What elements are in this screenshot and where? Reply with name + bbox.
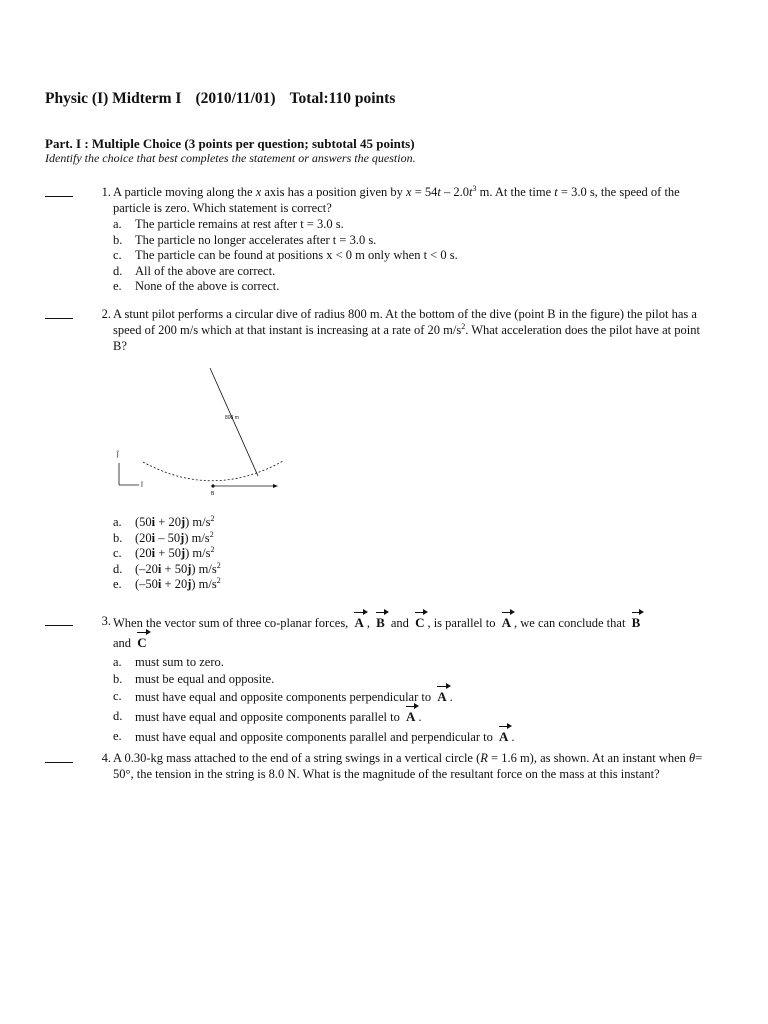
question-text [113,306,703,354]
vector-a: A [351,613,366,632]
text-segment: = 3.0 s, the speed of the particle is zero. Which statement is correct? [113,185,680,215]
text-segment: . [449,690,453,704]
choice-c[interactable] [113,687,703,707]
choice-text: must have equal and opposite components parallel to [135,710,403,724]
choice-letter: a. [113,515,122,529]
vector-a: A [403,707,418,726]
text-segment: m. At the time [476,185,555,199]
point-b-label: B [211,491,215,497]
text-segment: = 50°, the tension in the string is 8.0 N. What is the magnitude of the resultant force on the mass at this instant? [113,751,703,781]
vector-c: C [134,633,149,652]
text-segment: (20 [135,546,152,561]
choice-letter: c. [113,546,122,561]
question-text [113,184,703,294]
i-axis-label: î [141,482,143,489]
unit-j: j [180,530,185,545]
exam-title [45,90,395,108]
question-number: 4. [101,751,111,765]
var-t: t [554,185,558,199]
text-segment: A 0.30-kg mass attached to the end of a string swings in a vertical circle ( [113,751,481,765]
text-segment: ) m/s [184,530,210,545]
text-segment: , is parallel to [427,616,499,630]
choice-text: must sum to zero. [135,655,224,669]
text-segment: = 1.6 m), as shown. At an instant when [487,751,690,765]
choice-letter: b. [113,530,123,545]
choice-letter: d. [113,709,123,723]
choice-a[interactable] [113,653,703,670]
choice-letter: c. [113,689,122,703]
choice-list [113,653,703,747]
question-number: 3. [101,614,111,628]
text-segment: – 50 [155,530,181,545]
unit-j: j [180,515,186,529]
choice-b[interactable] [113,232,703,248]
text-segment: + 20 [155,515,181,529]
text-segment: and [113,636,135,650]
vector-a: A [496,727,511,746]
radius-label: 800 m [225,415,239,421]
choice-b[interactable] [113,530,703,546]
text-segment: . What acceleration does the pilot have at point B? [113,323,700,353]
point-b [211,484,214,487]
unit-i: i [151,546,156,561]
text-segment: A particle moving along the [113,185,256,199]
text-segment: + 50 [161,561,188,576]
title-total: Total:110 points [289,90,396,107]
choice-text: The particle no longer accelerates after t = 3.0 s. [135,232,377,247]
velocity-arrowhead [273,484,278,488]
choice-text: The particle remains at rest after t = 3.0 s. [135,217,344,231]
superscript: 2 [209,529,214,539]
text-segment: ) m/s [191,577,217,592]
dive-arc [143,461,283,481]
part-heading: Part. I : Multiple Choice (3 points per question; subtotal 45 points) [45,136,415,151]
answer-blank[interactable] [45,306,73,319]
text-segment: ) m/s [185,515,211,529]
vector-a: A [434,687,449,706]
superscript: 2 [210,545,215,555]
choice-a[interactable] [113,216,703,232]
answer-blank[interactable] [45,750,73,763]
answer-blank[interactable] [45,613,73,626]
superscript: 2 [216,560,221,570]
dive-figure [113,365,288,500]
choice-text: The particle can be found at positions x < 0 m only when t < 0 s. [135,248,458,263]
choice-letter: b. [113,232,123,247]
text-segment: – 2.0 [440,185,470,199]
choice-letter: d. [113,263,123,278]
radius-line [210,368,258,476]
choice-b[interactable] [113,670,703,687]
choice-letter: c. [113,248,122,263]
choice-text: must have equal and opposite components parallel and perpendicular to [135,730,496,744]
choice-container [113,514,703,592]
choice-list [113,514,703,592]
j-axis-label: ĵ [117,451,119,458]
question-text [113,613,703,747]
vector-b: B [629,613,644,632]
choice-letter: e. [113,279,122,294]
question-number: 2. [101,307,111,321]
unit-j: j [180,546,186,561]
choice-letter: a. [113,655,122,669]
superscript: 2 [461,321,466,331]
choice-c[interactable] [113,545,703,561]
answer-blank[interactable] [45,184,73,197]
text-segment: . [511,730,515,744]
superscript: 2 [210,513,215,523]
var-r: R [480,751,488,765]
choice-letter: a. [113,217,122,231]
text-segment: (50 [135,515,152,529]
unit-i: i [157,577,162,592]
text-segment: = 54 [411,185,438,199]
choice-letter: e. [113,729,122,743]
text-segment: When the vector sum of three co-planar forces, [113,616,352,630]
text-segment: axis has a position given by [261,185,407,199]
unit-j: j [187,577,192,592]
text-segment: ) m/s [191,561,217,576]
choice-e[interactable] [113,278,703,294]
var-theta: θ [689,751,696,765]
title-course: Physic (I) Midterm I [45,90,182,107]
choice-letter: b. [113,672,123,686]
choice-d[interactable] [113,707,703,727]
text-segment: + 20 [161,577,188,592]
text-segment: ) m/s [185,546,211,561]
vector-c: C [412,613,427,632]
question-number: 1. [101,185,111,199]
var-x: x [406,185,412,199]
choice-text: None of the above is correct. [135,279,280,294]
unit-i: i [151,530,156,545]
superscript: 2 [216,576,221,586]
text-segment: , [366,616,374,630]
title-date: (2010/11/01) [195,90,276,107]
unit-i: i [151,515,156,529]
vector-a: A [499,613,514,632]
text-segment: (20 [135,530,152,545]
choice-d[interactable] [113,561,703,577]
text-segment: A stunt pilot performs a circular dive of radius 800 m. At the bottom of the dive (point B in the figure) the pilot has a speed of 200 m/s which at that instant is increasing at a rate of 20 m/s [113,307,697,337]
text-segment: + 50 [155,546,181,561]
text-segment: (–50 [135,577,158,592]
choice-text: must have equal and opposite components perpendicular to [135,690,435,704]
text-segment: . [418,710,422,724]
var-x: x [255,185,262,199]
choice-a[interactable] [113,514,703,530]
var-t: t [437,185,441,199]
unit-i: i [157,561,162,576]
vector-b: B [373,613,388,632]
choice-e[interactable] [113,727,703,747]
choice-e[interactable] [113,576,703,592]
choice-text: must be equal and opposite. [135,672,275,686]
choice-c[interactable] [113,247,703,263]
choice-d[interactable] [113,263,703,279]
text-segment: (–20 [135,561,158,576]
choice-letter: e. [113,577,122,592]
var-t: t [469,185,473,199]
choice-letter: d. [113,561,123,576]
superscript: 3 [472,183,477,193]
part-instructions: Identify the choice that best completes the statement or answers the question. [45,151,416,165]
text-segment: and [387,616,413,630]
choice-text: All of the above are correct. [135,263,276,278]
question-text [113,750,703,782]
choice-list [113,216,703,294]
text-segment: , we can conclude that [514,616,629,630]
unit-j: j [187,561,192,576]
